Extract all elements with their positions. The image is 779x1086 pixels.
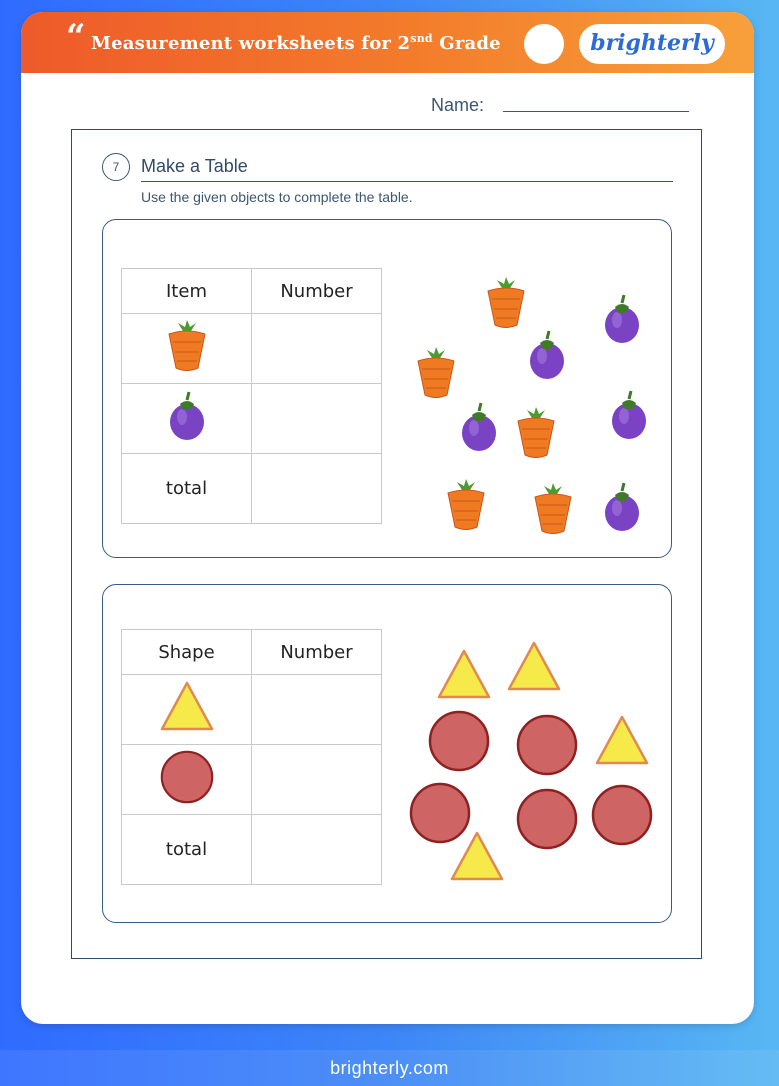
eggplant-icon bbox=[462, 403, 496, 451]
circle-icon bbox=[430, 712, 488, 770]
eggplant-count-cell[interactable] bbox=[252, 384, 382, 454]
logo-text: brighterly bbox=[590, 30, 714, 56]
carrot-icon bbox=[535, 483, 571, 534]
triangle-icon bbox=[439, 651, 489, 697]
title-underline bbox=[141, 181, 673, 182]
eggplant-icon bbox=[605, 483, 639, 531]
footer-site[interactable]: brighterly.com bbox=[0, 1050, 779, 1086]
shape-scatter bbox=[403, 625, 663, 895]
row-carrot-item bbox=[122, 314, 252, 384]
col-number-header: Number bbox=[252, 630, 382, 675]
title-prefix: Measurement worksheets for 2 bbox=[91, 33, 411, 54]
triangle-icon bbox=[597, 717, 647, 763]
quote-icon: “ bbox=[66, 17, 86, 57]
title-sup: snd bbox=[410, 32, 433, 45]
triangle-icon bbox=[159, 679, 215, 735]
carrot-icon bbox=[418, 347, 454, 398]
row-triangle-item bbox=[122, 675, 252, 745]
title-suffix: Grade bbox=[432, 33, 501, 54]
eggplant-icon bbox=[530, 331, 564, 379]
circle-icon bbox=[159, 748, 215, 806]
row-circle-item bbox=[122, 745, 252, 815]
name-label: Name: bbox=[431, 95, 485, 115]
eggplant-icon bbox=[612, 391, 646, 439]
shape-panel bbox=[102, 584, 672, 923]
circle-icon bbox=[518, 790, 576, 848]
carrot-icon bbox=[518, 407, 554, 458]
triangle-icon bbox=[452, 833, 502, 879]
vegetable-total-cell[interactable] bbox=[252, 454, 382, 524]
carrot-icon bbox=[488, 277, 524, 328]
eggplant-icon bbox=[605, 295, 639, 343]
carrot-count-cell[interactable] bbox=[252, 314, 382, 384]
col-item-header: Item bbox=[122, 269, 252, 314]
vegetable-scatter bbox=[403, 255, 663, 535]
header-bar bbox=[21, 12, 754, 73]
worksheet-card bbox=[21, 12, 754, 1024]
page-title bbox=[91, 32, 501, 54]
header-circle-decoration bbox=[524, 24, 564, 64]
circle-icon bbox=[593, 786, 651, 844]
vegetable-table bbox=[121, 268, 382, 524]
shape-table bbox=[121, 629, 382, 885]
triangle-count-cell[interactable] bbox=[252, 675, 382, 745]
brand-logo[interactable] bbox=[579, 24, 725, 64]
circle-icon bbox=[518, 716, 576, 774]
name-input-line[interactable] bbox=[503, 111, 689, 112]
question-instructions: Use the given objects to complete the table. bbox=[141, 189, 413, 205]
circle-icon bbox=[411, 784, 469, 842]
eggplant-icon bbox=[162, 388, 212, 444]
row-eggplant-item bbox=[122, 384, 252, 454]
question-title: Make a Table bbox=[141, 156, 248, 176]
triangle-icon bbox=[509, 643, 559, 689]
carrot-icon bbox=[162, 318, 212, 374]
total-label: total bbox=[122, 454, 252, 524]
col-shape-header: Shape bbox=[122, 630, 252, 675]
col-number-header: Number bbox=[252, 269, 382, 314]
question-number: 7 bbox=[102, 153, 130, 181]
total-label: total bbox=[122, 815, 252, 885]
shape-total-cell[interactable] bbox=[252, 815, 382, 885]
carrot-icon bbox=[448, 479, 484, 530]
circle-count-cell[interactable] bbox=[252, 745, 382, 815]
vegetable-panel bbox=[102, 219, 672, 558]
